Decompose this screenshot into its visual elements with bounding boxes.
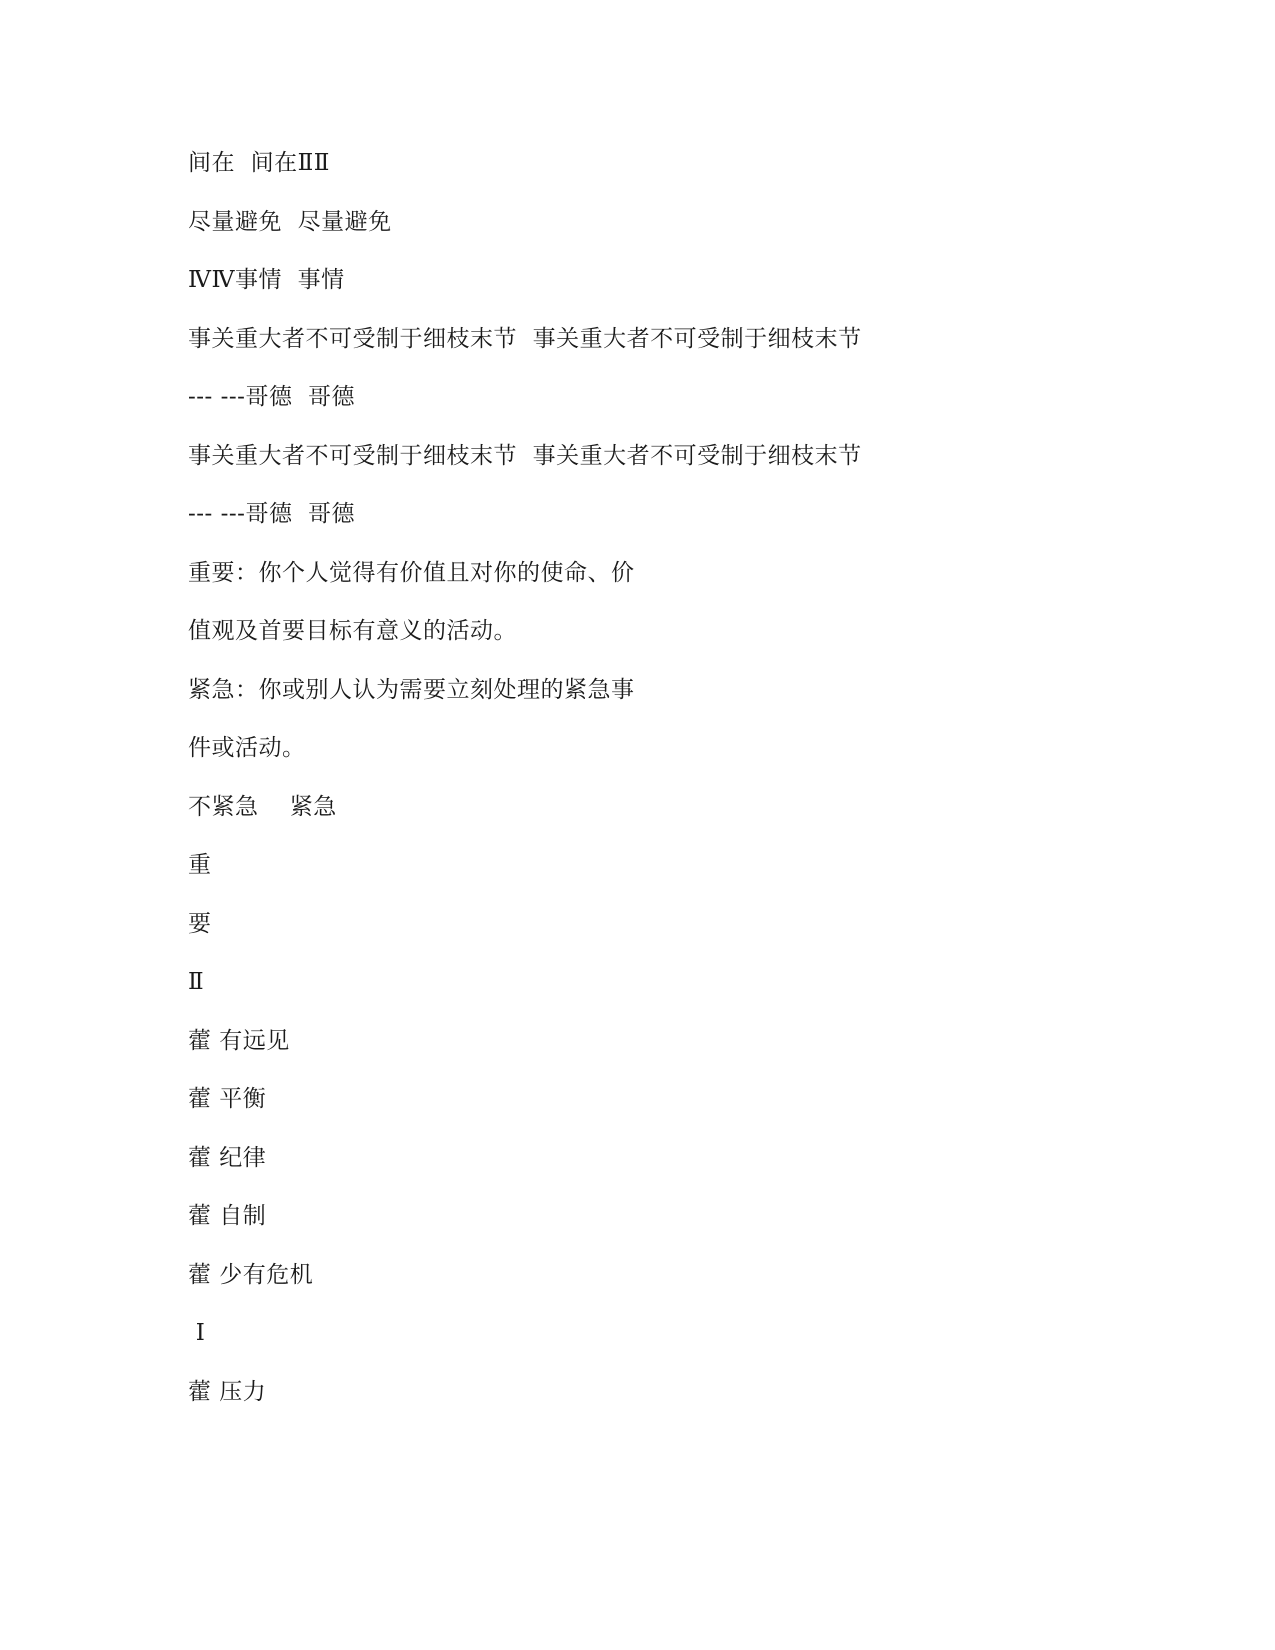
text-line: 要: [188, 911, 212, 937]
text-line: Ⅱ: [188, 969, 205, 995]
text-line: 紧急：你或别人认为需要立刻处理的紧急事: [188, 677, 635, 703]
text-line: 藿 有远见: [188, 1028, 290, 1054]
text-line: Ⅰ: [188, 1320, 206, 1346]
text-line: 藿 纪律: [188, 1145, 267, 1171]
text-line: 藿 少有危机: [188, 1262, 314, 1288]
text-line: 不紧急 紧急: [188, 794, 337, 820]
text-line: 藿 压力: [188, 1379, 267, 1405]
text-line: 重要：你个人觉得有价值且对你的使命、价: [188, 560, 635, 586]
text-line: 藿 平衡: [188, 1086, 267, 1112]
text-line: 事关重大者不可受制于细枝末节 事关重大者不可受制于细枝末节: [188, 326, 862, 352]
text-line: 重: [188, 852, 212, 878]
text-line: ⅣⅣ事情 事情: [188, 267, 345, 293]
text-line: 值观及首要目标有意义的活动。: [188, 618, 517, 644]
text-line: 尽量避免 尽量避免: [188, 209, 392, 235]
text-line: 件或活动。: [188, 735, 306, 761]
text-line: --- ---哥德 哥德: [188, 384, 356, 410]
text-line: 间在 间在ⅡⅡ: [188, 150, 330, 176]
text-line: 藿 自制: [188, 1203, 267, 1229]
text-line: --- ---哥德 哥德: [188, 501, 356, 527]
text-line: 事关重大者不可受制于细枝末节 事关重大者不可受制于细枝末节: [188, 443, 862, 469]
